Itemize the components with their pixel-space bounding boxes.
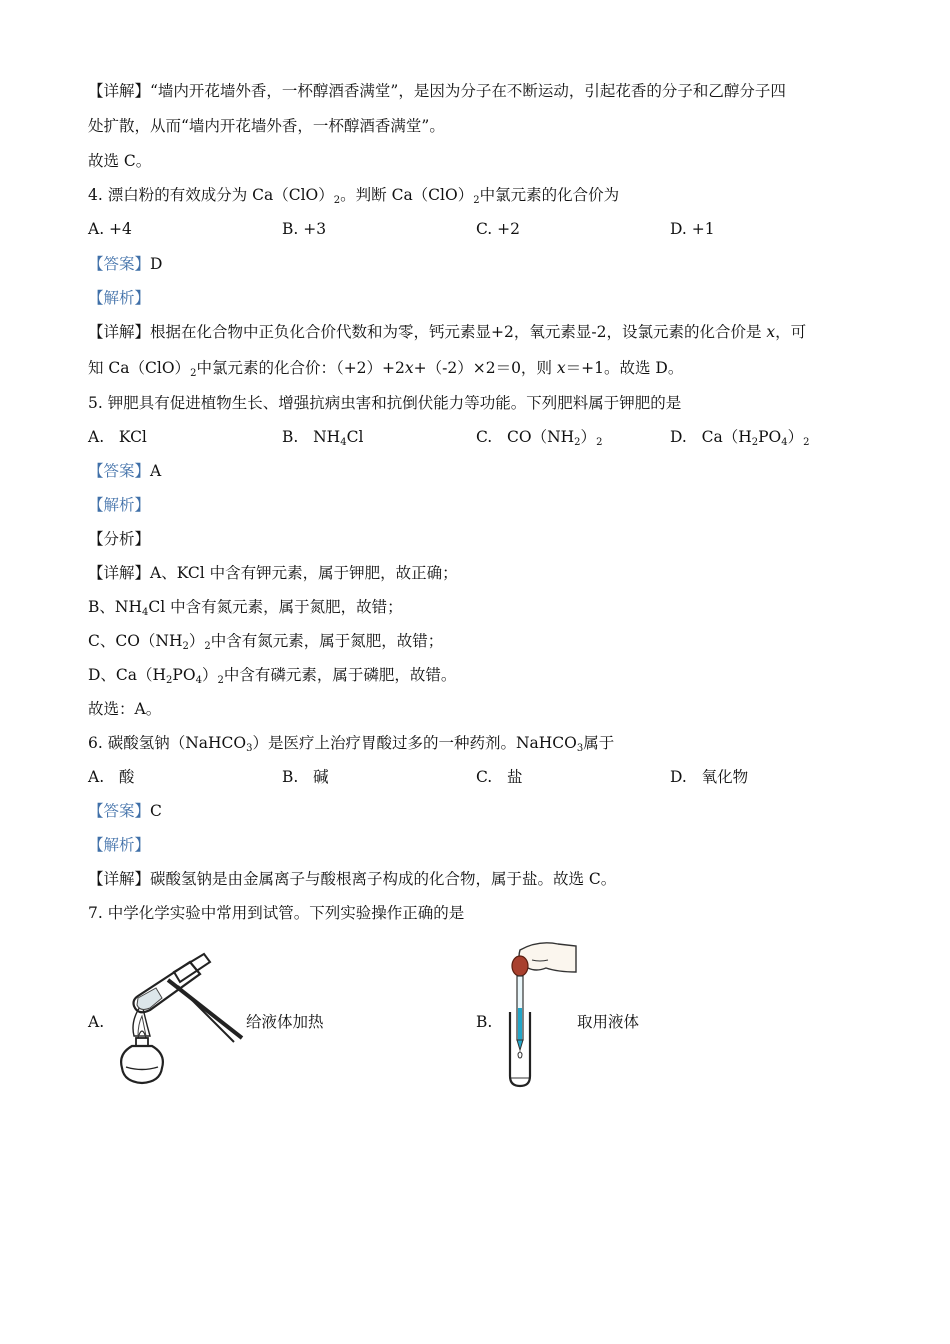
option-a: A. 酸 <box>88 768 135 786</box>
option-b: B. 碱 <box>282 768 329 786</box>
option-d: D. 氧化物 <box>670 768 749 786</box>
question-4: 4. 漂白粉的有效成分为 $Ca(ClO)_2$。判断 $Ca(ClO)_2$中氯元素的化合价为 <box>88 186 620 206</box>
answer: 【答案】D <box>88 255 163 273</box>
heating-liquid-figure <box>108 950 248 1090</box>
detail-text: 【详解】根据在化合物中正负化合价代数和为零，钙元素显+2，氧元素显-2，设氯元素的化合价是 x，可 <box>88 323 807 341</box>
detail-text: D、$Ca(H_2PO_4)_2$中含有磷元素，属于磷肥，故错。 <box>88 666 457 686</box>
option-c: C. +2 <box>476 220 521 238</box>
option-c: C. 盐 <box>476 768 523 786</box>
answer: 【答案】C <box>88 802 162 820</box>
detail-text: 知 $Ca(ClO)_2$中氯元素的化合价：（+2）+2x+（-2）×2＝0，则 x＝+1。故选 D。 <box>88 359 684 379</box>
question-6: 6. 碳酸氢钠（NaHCO$_3$）是医疗上治疗胃酸过多的一种药剂。NaHCO$_3$属于 <box>88 734 615 754</box>
option-d: D. $Ca(H_2PO_4)_2$ <box>670 428 810 448</box>
option-a: A. +4 <box>88 220 132 238</box>
option-d: D. +1 <box>670 220 715 238</box>
detail-text: 【详解】“墙内开花墙外香，一杯醇酒香满堂”，是因为分子在不断运动，引起花香的分子和乙醇分子四 <box>88 82 786 100</box>
conclusion: 故选 C。 <box>88 152 152 170</box>
analysis-header: 【分析】 <box>88 530 151 548</box>
detail-text: B、$NH_4Cl$ 中含有氮元素，属于氮肥，故错； <box>88 598 403 618</box>
option-c: C. $CO(NH_2)_2$ <box>476 428 603 448</box>
option-a: A. KCl <box>88 428 147 446</box>
detail-text: 处扩散，从而“墙内开花墙外香，一杯醇酒香满堂”。 <box>88 117 445 135</box>
option-b-label: 取用液体 <box>577 1013 640 1031</box>
question-7: 7. 中学化学实验中常用到试管。下列实验操作正确的是 <box>88 904 465 922</box>
answer: 【答案】A <box>88 462 162 480</box>
detail-text: 【详解】A、KCl 中含有钾元素，属于钾肥，故正确； <box>88 564 458 582</box>
detail-text: 【详解】碳酸氢钠是由金属离子与酸根离子构成的化合物，属于盐。故选 C。 <box>88 870 617 888</box>
analysis-tag: 【解析】 <box>88 496 151 514</box>
option-b: B. +3 <box>282 220 327 238</box>
option-b-letter: B. <box>476 1013 493 1031</box>
detail-text: C、$CO(NH_2)_2$中含有氮元素，属于氮肥，故错； <box>88 632 444 652</box>
dropper-figure <box>498 938 578 1088</box>
option-b: B. $NH_4Cl$ <box>282 428 364 448</box>
option-a-label: 给液体加热 <box>246 1013 324 1031</box>
option-a-letter: A. <box>88 1013 105 1031</box>
analysis-tag: 【解析】 <box>88 289 151 307</box>
conclusion: 故选：A。 <box>88 700 162 718</box>
analysis-tag: 【解析】 <box>88 836 151 854</box>
question-5: 5. 钾肥具有促进植物生长、增强抗病虫害和抗倒伏能力等功能。下列肥料属于钾肥的是 <box>88 394 682 412</box>
